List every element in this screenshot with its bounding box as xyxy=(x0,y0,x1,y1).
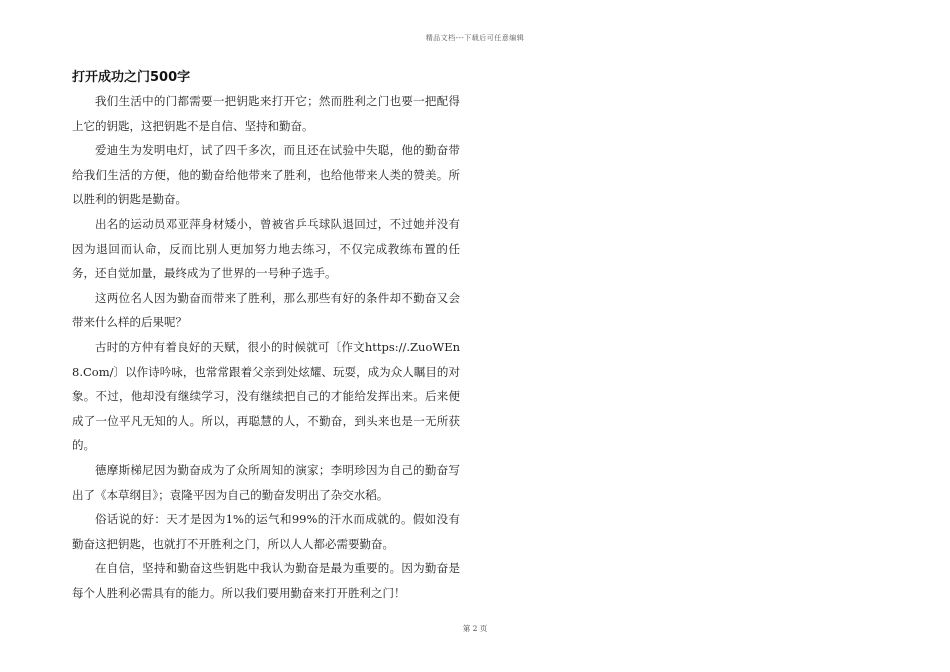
document-title: 打开成功之门500字 xyxy=(72,70,191,85)
page-number: 第 2 页 xyxy=(462,624,488,633)
paragraph-7: 俗话说的好：天才是因为1%的运气和99%的汗水而成就的。假如没有勤奋这把钥匙，也就打不开胜利之门，所以人人都必需要勤奋。 xyxy=(72,512,460,551)
paragraph-2: 爱迪生为发明电灯，试了四千多次，而且还在试验中失聪，他的勤奋带给我们生活的方便，他的勤奋给他带来了胜利，也给他带来人类的赞美。所以胜利的钥匙是勤奋。 xyxy=(72,143,460,207)
paragraph-8: 在自信，坚持和勤奋这些钥匙中我认为勤奋是最为重要的。因为勤奋是每个人胜利必需具有的能力。所以我们要用勤奋来打开胜利之门！ xyxy=(72,561,460,600)
header-note: 精品文档---下载后可任意编辑 xyxy=(425,34,525,42)
paragraph-4: 这两位名人因为勤奋而带来了胜利，那么那些有好的条件却不勤奋又会带来什么样的后果呢？ xyxy=(72,290,460,330)
paragraph-3: 出名的运动员邓亚萍身材矮小，曾被省乒乓球队退回过，不过她并没有因为退回而认命，反而比别人更加努力地去练习，不仅完成教练布置的任务，还自觉加量，最终成为了世界的一号种子选手。 xyxy=(72,216,460,281)
paragraph-1: 我们生活中的门都需要一把钥匙来打开它；然而胜利之门也要一把配得上它的钥匙，这把钥匙不是自信、坚持和勤奋。 xyxy=(72,94,460,133)
document-body xyxy=(72,89,460,605)
paragraph-5: 古时的方仲有着良好的天赋，很小的时候就可〔作文https://.ZuoWEn8.Com/〕以作诗吟咏，也常常跟着父亲到处炫耀、玩耍，成为众人瞩目的对象。不过，他却没有继续学习，没有继续把自己的才能给发挥出来。后来便成了一位平凡无知的人。所以，再聪慧的人，不勤奋，到头来也是一无所获的。 xyxy=(72,339,460,453)
paragraph-6: 德摩斯梯尼因为勤奋成为了众所周知的演家；李明珍因为自己的勤奋写出了《本草纲目》；袁隆平因为自己的勤奋发明出了杂交水稻。 xyxy=(72,462,460,502)
